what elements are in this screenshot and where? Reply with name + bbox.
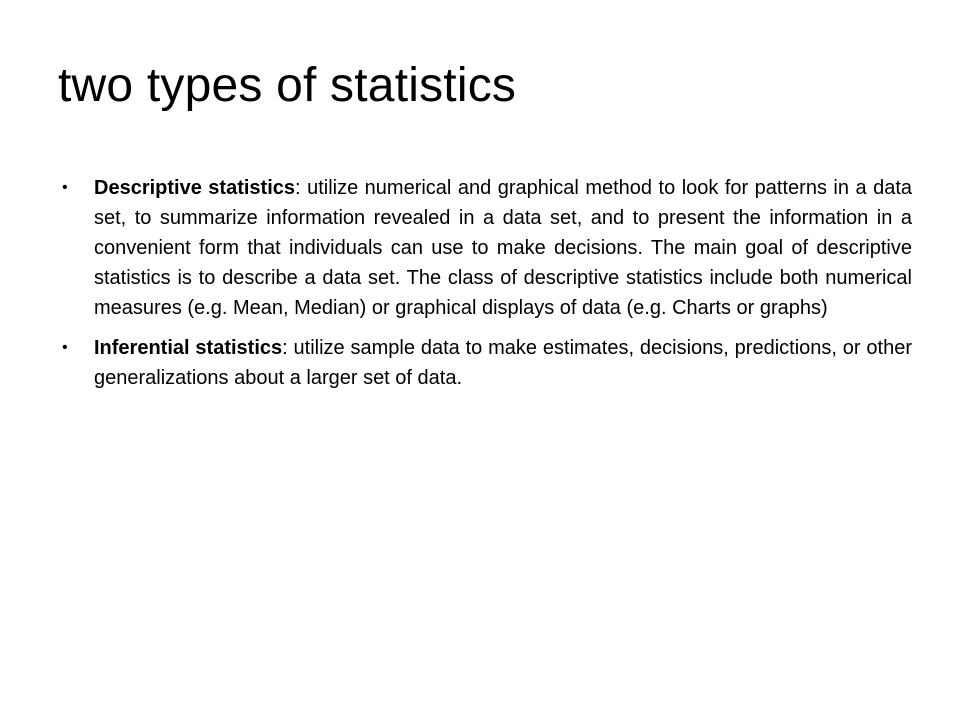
definition-descriptive-statistics: : utilize numerical and graphical method to look for patterns in a data set, to summarize information revealed in a data set, and to present the information in a convenient form that individuals can use to make decisions. The main goal of descriptive statistics is to describe a data set. The class of descriptive statistics include both numerical measures (e.g. Mean, Median) or graphical displays of data (e.g. Charts or graphs) — [94, 177, 912, 319]
bullet-list — [60, 173, 912, 403]
bullet-dot-icon: • — [62, 179, 68, 196]
bullet-item-inferential — [60, 333, 912, 393]
term-descriptive-statistics: Descriptive statistics — [94, 177, 296, 199]
definition-inferential-statistics: : utilize sample data to make estimates, decisions, predictions, or other generalizations about a larger set of data. — [94, 337, 913, 389]
bullet-dot-icon: • — [62, 339, 68, 356]
bullet-item-descriptive — [60, 173, 912, 323]
slide-title: two types of statistics — [58, 59, 517, 112]
term-inferential-statistics: Inferential statistics — [94, 337, 283, 359]
